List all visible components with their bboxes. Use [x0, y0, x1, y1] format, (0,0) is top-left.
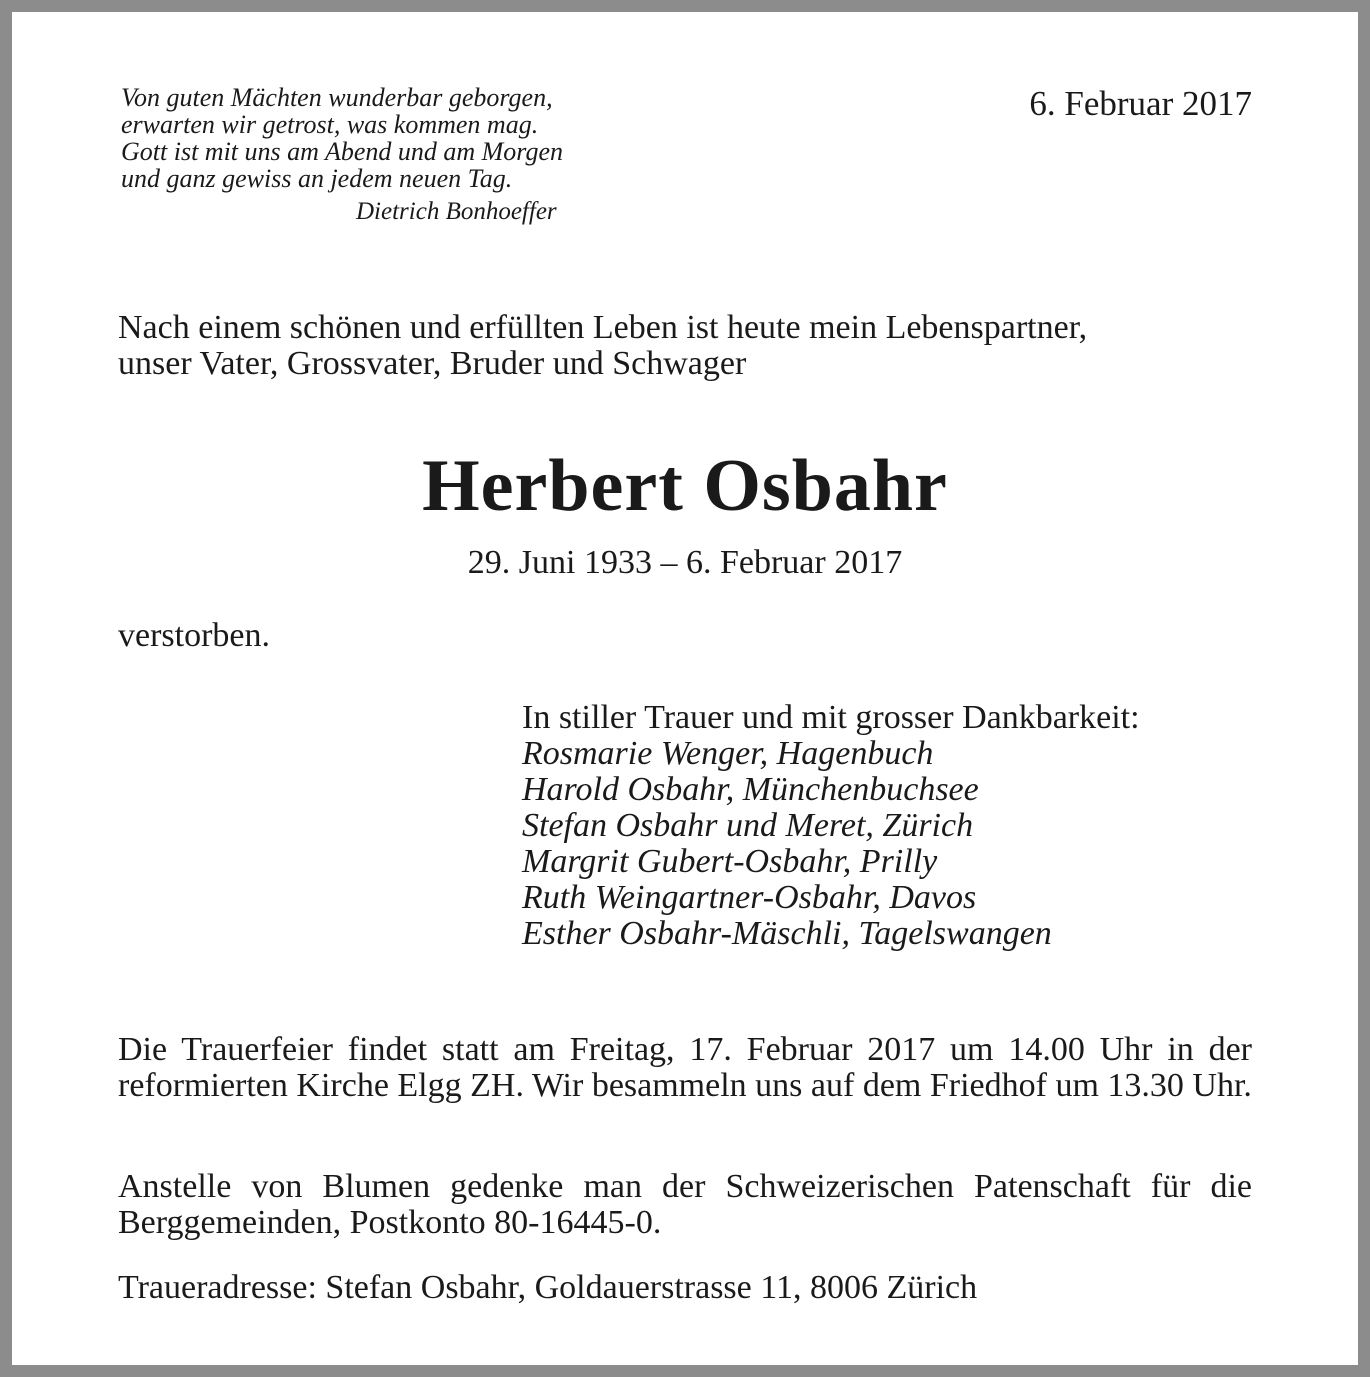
died-text: verstorben. — [118, 617, 271, 654]
intro-text — [118, 310, 1252, 382]
publication-date: 6. Februar 2017 — [1029, 84, 1252, 123]
intro-line: Nach einem schönen und erfüllten Leben ist heute mein Lebenspartner, — [118, 309, 1088, 346]
mourner-name: Rosmarie Wenger, Hagenbuch — [522, 735, 934, 772]
life-dates: 29. Juni 1933 – 6. Februar 2017 — [467, 544, 903, 581]
mourner-name: Harold Osbahr, Münchenbuchsee — [522, 771, 979, 808]
obituary-page — [12, 12, 1358, 1365]
mourner-list — [522, 736, 1282, 952]
mourning-address: Traueradresse: Stefan Osbahr, Goldauerstrasse 11, 8006 Zürich — [118, 1269, 978, 1306]
donation-info: Anstelle von Blumen gedenke man der Schweizerischen Patenschaft für die Berggemeinden, Postkonto 80-16445-0. — [118, 1168, 1252, 1241]
mourner-name: Margrit Gubert-Osbahr, Prilly — [522, 843, 938, 880]
motto-line: erwarten wir getrost, was kommen mag. — [121, 110, 539, 139]
mourner-name: Stefan Osbahr und Meret, Zürich — [522, 807, 974, 844]
motto-line: Von guten Mächten wunderbar geborgen, — [121, 83, 553, 112]
mourners-heading: In stiller Trauer und mit grosser Dankbarkeit: — [522, 699, 1140, 736]
intro-line: unser Vater, Grossvater, Bruder und Schwager — [118, 345, 747, 382]
motto-line: und ganz gewiss an jedem neuen Tag. — [121, 164, 513, 193]
motto-quote — [121, 84, 681, 192]
mourner-name: Esther Osbahr-Mäschli, Tagelswangen — [522, 915, 1052, 952]
deceased-name: Herbert Osbahr — [422, 445, 948, 527]
funeral-info: Die Trauerfeier findet statt am Freitag, 17. Februar 2017 um 14.00 Uhr in der reformierten Kirche Elgg ZH. Wir besammeln uns auf dem Friedhof um 13.30 Uhr. — [118, 1031, 1252, 1104]
mourner-name: Ruth Weingartner-Osbahr, Davos — [522, 879, 977, 916]
motto-line: Gott ist mit uns am Abend und am Morgen — [121, 137, 563, 166]
mourners-block — [522, 700, 1282, 952]
motto-author: Dietrich Bonhoeffer — [356, 198, 557, 225]
